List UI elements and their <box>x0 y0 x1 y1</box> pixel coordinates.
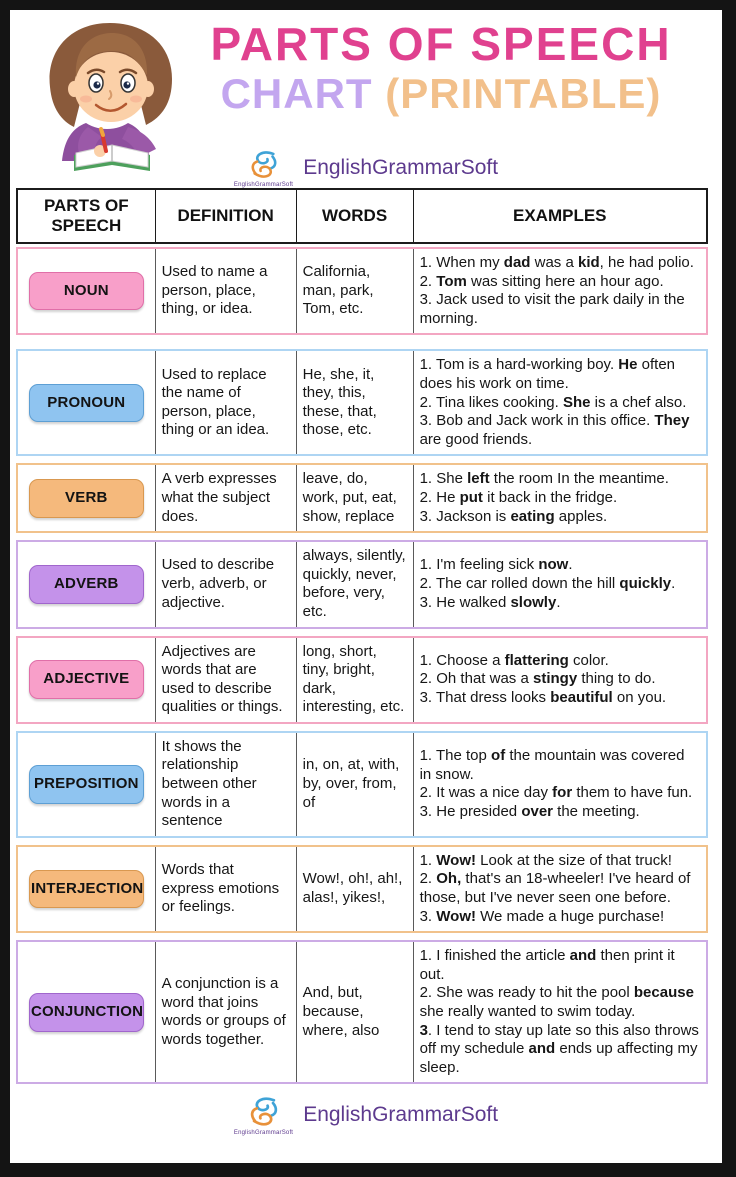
examples-cell <box>414 733 706 836</box>
table-header-row <box>16 188 708 244</box>
part-of-speech-cell <box>18 542 156 626</box>
example-line: 2. Oh, that's an 18-wheeler! I've heard of those, but I've never seen one before. <box>419 870 691 907</box>
example-line: 1. The top of the mountain was covered in snow. <box>419 747 685 783</box>
examples-cell <box>414 847 706 931</box>
words-cell: Wow!, oh!, ah!, alas!, yikes!, <box>297 847 414 931</box>
example-line: 1. Wow! Look at the size of that truck! <box>419 851 672 869</box>
table-row <box>16 540 708 628</box>
part-of-speech-cell <box>18 249 156 333</box>
brand-logo-icon <box>247 148 281 182</box>
definition-cell: Adjectives are words that are used to describe qualities or things. <box>156 638 297 722</box>
examples-cell <box>414 351 706 454</box>
part-of-speech-pill: CONJUNCTION <box>29 993 144 1032</box>
brand-logo-icon <box>246 1094 282 1130</box>
example-line: 2. She was ready to hit the pool because she really wanted to swim today. <box>419 984 694 1020</box>
part-of-speech-pill: PREPOSITION <box>29 765 144 804</box>
examples-cell <box>414 638 706 722</box>
definition-cell: Used to replace the name of person, place, thing or an idea. <box>156 351 297 454</box>
column-header-examples: EXAMPLES <box>513 206 607 226</box>
example-line: 3. He presided over the meeting. <box>419 802 640 820</box>
example-line: 3. Jack used to visit the park daily in the morning. <box>419 291 685 327</box>
brand-footer <box>10 1094 722 1136</box>
definition-cell: Words that express emotions or feelings. <box>156 847 297 931</box>
definition-cell: A conjunction is a word that joins words or groups of words together. <box>156 942 297 1082</box>
page-title: PARTS OF SPEECH <box>210 18 672 70</box>
brand-name: EnglishGrammarSoft <box>303 156 499 179</box>
example-line: 2. Tina likes cooking. She is a chef also. <box>419 393 687 411</box>
example-line: 2. Oh that was a stingy thing to do. <box>419 670 656 688</box>
example-line: 3. That dress looks beautiful on you. <box>419 688 667 706</box>
example-line: 1. When my dad was a kid, he had polio. <box>419 254 694 271</box>
words-cell: always, silently, quickly, never, before, very, etc. <box>297 542 414 626</box>
printable-page <box>10 10 722 1163</box>
part-of-speech-cell <box>18 847 156 931</box>
example-line: 2. It was a nice day for them to have fun. <box>419 784 693 802</box>
part-of-speech-cell <box>18 465 156 531</box>
example-line: 3. Wow! We made a huge purchase! <box>419 907 665 925</box>
words-cell: He, she, it, they, this, these, that, those, etc. <box>297 351 414 454</box>
example-line: 1. She left the room In the meantime. <box>419 470 669 488</box>
table-body <box>16 247 708 1084</box>
part-of-speech-pill: INTERJECTION <box>29 870 144 909</box>
definition-cell: Used to name a person, place, thing, or idea. <box>156 249 297 333</box>
example-line: 3. He walked slowly. <box>419 593 561 611</box>
words-cell: long, short, tiny, bright, dark, interesting, etc. <box>297 638 414 722</box>
subtitle-printable: (PRINTABLE) <box>372 69 662 117</box>
table-row <box>16 845 708 933</box>
column-header-words: WORDS <box>297 190 414 242</box>
definition-cell: Used to describe verb, adverb, or adjective. <box>156 542 297 626</box>
table-row <box>16 247 708 335</box>
parts-of-speech-table <box>16 188 708 1084</box>
words-cell: in, on, at, with, by, over, from, of <box>297 733 414 836</box>
examples-cell <box>414 542 706 626</box>
example-line: 3. Bob and Jack work in this office. They are good friends. <box>419 412 690 448</box>
part-of-speech-pill: VERB <box>29 479 144 518</box>
table-row <box>16 463 708 533</box>
part-of-speech-pill: ADVERB <box>29 565 144 604</box>
column-header-parts-of-speech: PARTS OF SPEECH <box>18 190 156 242</box>
brand-caption: EnglishGrammarSoft <box>233 1130 294 1137</box>
table-row <box>16 731 708 838</box>
example-line: 1. I'm feeling sick now. <box>419 556 573 574</box>
table-row <box>16 940 708 1084</box>
example-line: 1. I finished the article and then print it out. <box>419 947 675 983</box>
examples-cell <box>414 249 706 333</box>
example-line: 1. Tom is a hard-working boy. He often does his work on time. <box>419 356 675 392</box>
part-of-speech-cell <box>18 351 156 454</box>
part-of-speech-pill: ADJECTIVE <box>29 660 144 699</box>
page-header <box>10 10 722 188</box>
examples-cell <box>414 942 706 1082</box>
brand-caption: EnglishGrammarSoft <box>233 182 294 188</box>
brand-name: EnglishGrammarSoft <box>303 1103 499 1127</box>
definition-cell: It shows the relationship between other words in a sentence <box>156 733 297 836</box>
example-line: 2. He put it back in the fridge. <box>419 488 618 506</box>
example-line: 3. Jackson is eating apples. <box>419 507 608 525</box>
part-of-speech-cell <box>18 733 156 836</box>
words-cell: And, but, because, where, also <box>297 942 414 1082</box>
part-of-speech-pill: PRONOUN <box>29 384 144 423</box>
table-row <box>16 636 708 724</box>
subtitle-chart: CHART <box>220 69 373 117</box>
part-of-speech-cell <box>18 638 156 722</box>
example-line: 3. I tend to stay up late so this also throws off my schedule and ends up affecting my sleep. <box>419 1021 699 1076</box>
table-row <box>16 349 708 456</box>
definition-cell: A verb expresses what the subject does. <box>156 465 297 531</box>
examples-cell <box>414 465 706 531</box>
words-cell: leave, do, work, put, eat, show, replace <box>297 465 414 531</box>
part-of-speech-pill: NOUN <box>29 272 144 311</box>
example-line: 2. Tom was sitting here an hour ago. <box>419 272 664 290</box>
example-line: 1. Choose a flattering color. <box>419 651 609 669</box>
column-header-definition: DEFINITION <box>156 190 297 242</box>
part-of-speech-cell <box>18 942 156 1082</box>
words-cell: California, man, park, Tom, etc. <box>297 249 414 333</box>
page-subtitle <box>160 71 722 117</box>
example-line: 2. The car rolled down the hill quickly. <box>419 575 676 593</box>
brand-header <box>10 148 722 188</box>
